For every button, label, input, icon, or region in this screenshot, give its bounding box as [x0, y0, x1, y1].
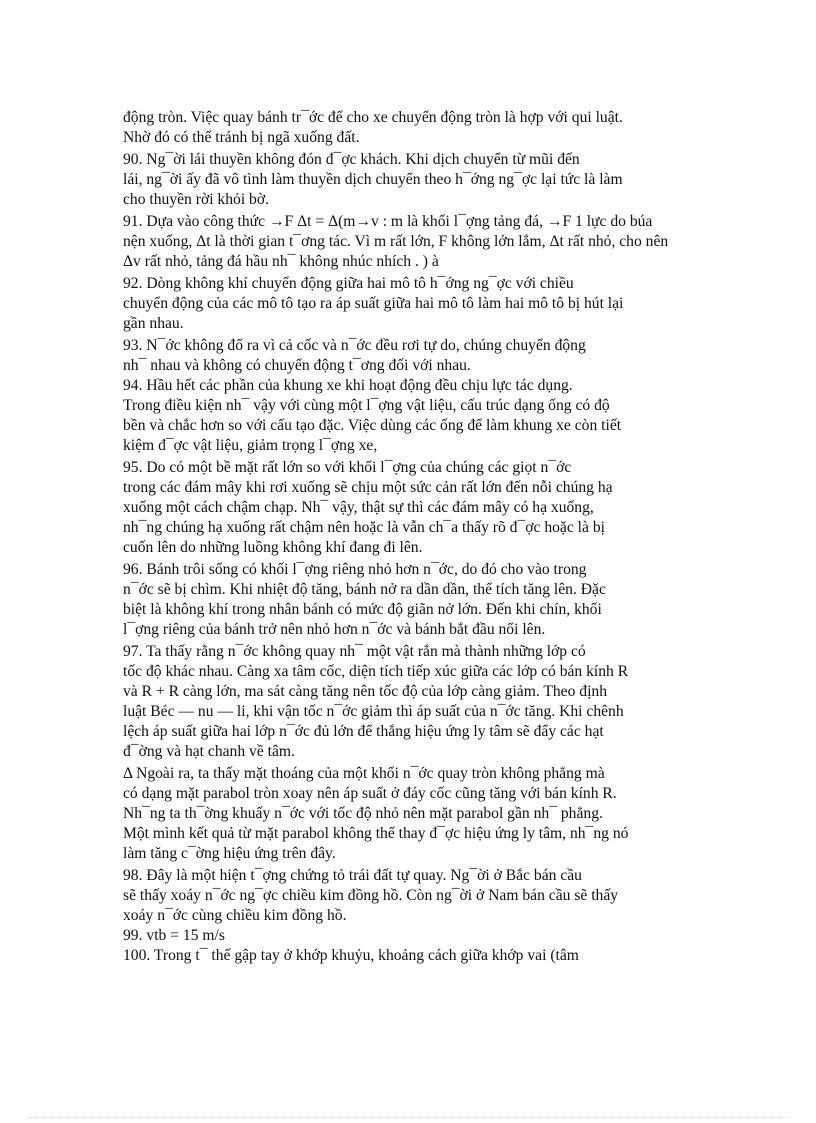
text-line: sẽ thấy xoáy n¯ớc ng¯ợc chiều kim đồng hồ. Còn ng¯ời ở Nam bán cầu sẽ thấy: [123, 887, 619, 904]
text-line: nh¯ nhau và không có chuyển động t¯ơng đối với nhau.: [123, 357, 471, 374]
text-line: cuốn lên do những luồng không khí đang đi lên.: [123, 539, 423, 556]
text-line: và R + R càng lớn, ma sát càng tăng nên tốc độ của lớp càng giảm. Theo định: [123, 683, 608, 700]
text-line: luật Béc — nu — li, khi vận tốc n¯ớc giảm thì áp suất của n¯ớc tăng. Khi chênh: [123, 703, 624, 720]
text-line: tốc độ khác nhau. Càng xa tâm cốc, diện tích tiếp xúc giữa các lớp có bán kính R: [123, 663, 629, 680]
text-line: 98. Đây là một hiện t¯ợng chứng tỏ trái đất tự quay. Ng¯ời ở Bắc bán cầu: [123, 867, 582, 884]
text-line: kiệm đ¯ợc vật liệu, giảm trọng l¯ợng xe,: [123, 437, 378, 454]
text-line: đ¯ờng và hạt chanh về tâm.: [123, 743, 295, 760]
text-line: Δ Ngoài ra, ta thấy mặt thoáng của một khối n¯ớc quay tròn không phẳng mà: [123, 765, 605, 782]
text-line: trong các đám mây khi rơi xuống sẽ chịu một sức cản rất lớn đến nỗi chúng hạ: [123, 479, 613, 496]
page-bottom-rule: [28, 1117, 788, 1118]
text-line: gần nhau.: [123, 315, 184, 332]
text-line: lái, ng¯ời ấy đã vô tình làm thuyền dịch chuyển theo h¯ớng ng¯ợc lại tức là làm: [123, 171, 623, 188]
text-line: biệt là không khí trong nhân bánh có mức độ giãn nở lớn. Đến khi chín, khối: [123, 601, 602, 618]
text-line: động tròn. Việc quay bánh tr¯ớc để cho xe chuyển động tròn là hợp với qui luật.: [123, 109, 623, 126]
text-line: 91. Dựa vào công thức →F Δt = Δ(m→v : m là khối l¯ợng tảng đá, →F 1 lực do búa: [123, 213, 653, 230]
text-line: nh¯ng chúng hạ xuống rất chậm nên hoặc là vẫn ch¯a thấy rõ đ¯ợc hoặc là bị: [123, 519, 605, 536]
text-line: Nhờ đó có thể tránh bị ngã xuống đất.: [123, 129, 360, 146]
text-line: 94. Hầu hết các phần của khung xe khi hoạt động đều chịu lực tác dụng.: [123, 377, 573, 394]
text-line: 100. Trong t¯ thế gập tay ở khớp khuỷu, khoảng cách giữa khớp vai (tâm: [123, 947, 579, 964]
text-line: Một mình kết quả từ mặt parabol không thể thay đ¯ợc hiệu ứng ly tâm, nh¯ng nó: [123, 825, 629, 842]
text-line: 93. N¯ớc không đổ ra vì cả cốc và n¯ớc đều rơi tự do, chúng chuyển động: [123, 337, 586, 354]
text-line: làm tăng c¯ờng hiệu ứng trên đây.: [123, 845, 336, 862]
document-body: [123, 108, 723, 966]
text-line: 92. Dòng không khí chuyển động giữa hai mô tô h¯ớng ng¯ợc với chiều: [123, 275, 574, 292]
text-line: 99. vtb = 15 m/s: [123, 927, 225, 944]
text-line: 95. Do có một bề mặt rất lớn so với khối l¯ợng của chúng các giọt n¯ớc: [123, 459, 572, 476]
text-line: 97. Ta thấy rằng n¯ớc không quay nh¯ một vật rắn mà thành những lớp có: [123, 643, 586, 660]
text-line: lệch áp suất giữa hai lớp n¯ớc đủ lớn để thắng hiệu ứng ly tâm sẽ đẩy các hạt: [123, 723, 604, 740]
text-line: 90. Ng¯ời lái thuyền không đón đ¯ợc khách. Khi dịch chuyển từ mũi đến: [123, 151, 580, 168]
text-line: l¯ợng riêng của bánh trở nên nhỏ hơn n¯ớc và bánh bắt đầu nổi lên.: [123, 621, 546, 638]
text-line: n¯ớc sẽ bị chìm. Khi nhiệt độ tăng, bánh nở ra dần dần, thể tích tăng lên. Đặc: [123, 581, 606, 598]
text-line: xoáy n¯ớc cùng chiều kim đồng hồ.: [123, 907, 347, 924]
text-line: cho thuyền rời khỏi bờ.: [123, 191, 269, 208]
text-line: 96. Bánh trôi sống có khối l¯ợng riêng nhỏ hơn n¯ớc, do đó cho vào trong: [123, 561, 587, 578]
text-line: có dạng mặt parabol tròn xoay nên áp suất ở đáy cốc cũng tăng với bán kính R.: [123, 785, 617, 802]
text-line: Nh¯ng ta th¯ờng khuấy n¯ớc với tốc độ nhỏ nên mặt parabol gần nh¯ phẳng.: [123, 805, 603, 822]
text-line: Trong điều kiện nh¯ vậy với cùng một l¯ợng vật liệu, cấu trúc dạng ống có độ: [123, 397, 610, 414]
text-line: Δv rất nhỏ, tảng đá hầu nh¯ không nhúc nhích . ) à: [123, 253, 439, 270]
text-line: xuống một cách chậm chạp. Nh¯ vậy, thật sự thì các đám mây có hạ xuống,: [123, 499, 594, 516]
text-line: bền và chắc hơn so với cấu tạo đặc. Việc dùng các ống để làm khung xe còn tiết: [123, 417, 622, 434]
text-line: chuyển động của các mô tô tạo ra áp suất giữa hai mô tô làm hai mô tô bị hút lại: [123, 295, 624, 312]
text-line: nện xuống, Δt là thời gian t¯ơng tác. Vì m rất lớn, F không lớn lắm, Δt rất nhỏ, cho nên: [123, 233, 669, 250]
